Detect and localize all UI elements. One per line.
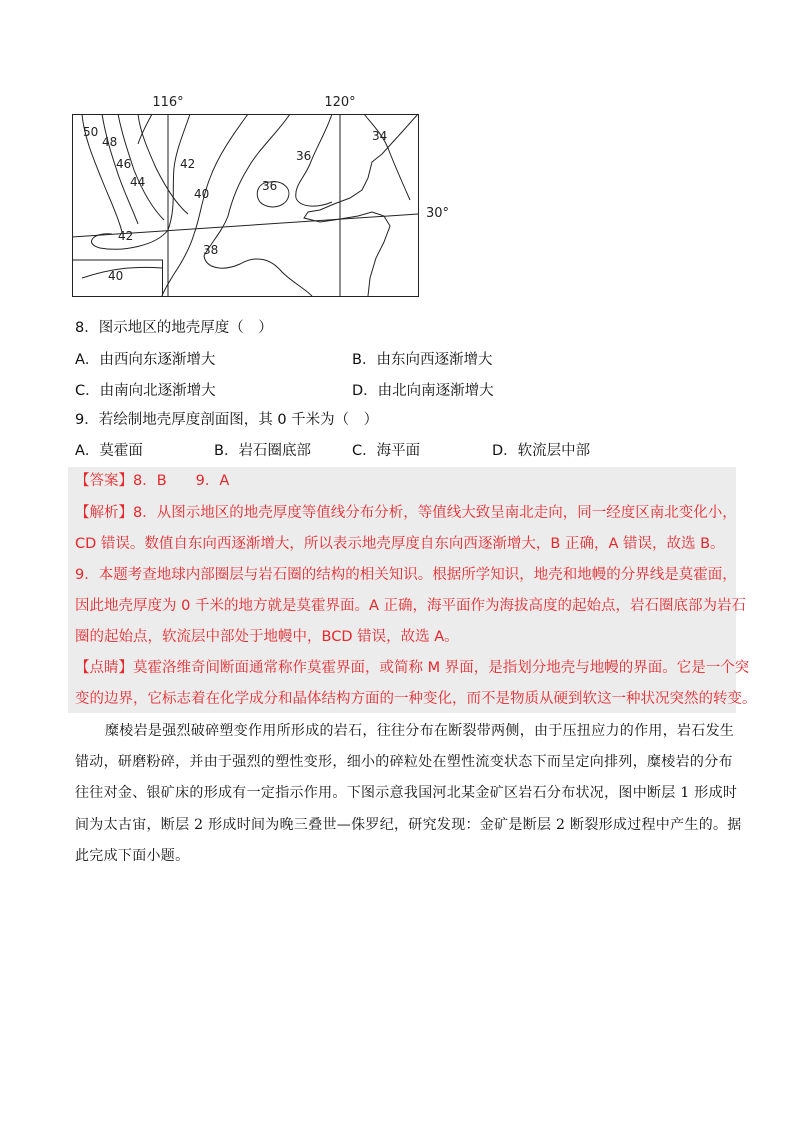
contour-40 [162, 114, 248, 296]
q9-option-c: C．海平面 [352, 443, 421, 459]
answer-tag: 【答案】 [75, 473, 133, 489]
contour-label: 48 [102, 135, 118, 149]
analysis-line-2: CD 错误。数值自东向西逐渐增大，所以表示地壳厚度自东向西逐渐增大，B 正确，A 错误，故选 B。 [75, 536, 725, 552]
point-tag: 【点睛】 [75, 660, 133, 676]
passage-line-3: 往往对金、银矿床的形成有一定指示作用。下图示意我国河北某金矿区岩石分布状况，图中断层 1 形成时 [75, 785, 738, 801]
passage-line-1: 糜棱岩是强烈破碎塑变作用所形成的岩石，往往分布在断裂带两侧，由于压扭应力的作用，岩石发生 [105, 723, 735, 739]
analysis-line-1 [75, 503, 737, 523]
q9-option-b: B．岩石圈底部 [214, 443, 311, 459]
contour-38 [204, 114, 312, 296]
point-text-1: 莫霍洛维奇间断面通常称作莫霍界面，或简称 M 界面，是指划分地壳与地幔的界面。它是一个突 [133, 660, 750, 676]
contour-extra [138, 114, 152, 144]
q9-option-d: D．软流层中部 [492, 443, 591, 459]
q8-option-d: D．由北向南逐渐增大 [352, 383, 494, 399]
contour-label: 34 [372, 129, 388, 143]
contour-label: 42 [118, 229, 134, 243]
analysis-tag: 【解析】 [75, 505, 133, 521]
contour-map-figure [72, 92, 450, 300]
contour-label: 40 [194, 187, 210, 201]
passage-line-4: 间为太古宙，断层 2 形成时间为晚三叠世—侏罗纪，研究发现：金矿是断层 2 断裂形成过程中产生的。据 [75, 817, 742, 833]
crust-thickness-map [72, 92, 450, 300]
passage-line-5: 此完成下面小题。 [75, 848, 190, 864]
contour-label: 38 [203, 243, 219, 257]
point-line-2: 变的边界，它标志着在化学成分和晶体结构方面的一种变化，而不是物质从硬到软这一种状况突然的转变。 [75, 691, 757, 707]
analysis-text-1: 8．从图示地区的地壳厚度等值线分布分析，等值线大致呈南北走向，同一经度区南北变化小， [133, 505, 737, 521]
map-frame [73, 115, 419, 297]
contour-label: 44 [130, 175, 146, 189]
analysis-line-3: 9．本题考查地球内部圈层与岩石圈的结构的相关知识。根据所学知识，地壳和地幔的分界线是莫霍面， [75, 567, 737, 583]
lat-label-30: 30° [426, 206, 450, 221]
analysis-line-4: 因此地壳厚度为 0 千米的地方就是莫霍界面。A 正确，海平面作为海拔高度的起始点，岩石圈底部为岩石 [75, 598, 746, 614]
passage-line-2: 错动，研磨粉碎，并由于强烈的塑性变形，细小的碎粒处在塑性流变状态下而呈定向排列，糜棱岩的分布 [75, 754, 733, 770]
lon-label-120: 120° [324, 95, 356, 110]
answer-line [75, 471, 229, 491]
lon-label-116: 116° [152, 95, 184, 110]
answer-text: 8．B 9．A [133, 473, 230, 489]
contour-label: 50 [83, 125, 99, 139]
contour-label: 36 [262, 179, 278, 193]
q8-option-a: A．由西向东逐渐增大 [75, 352, 216, 368]
contour-label: 40 [108, 269, 124, 283]
q8-option-b: B．由东向西逐渐增大 [352, 352, 493, 368]
contour-label: 46 [116, 157, 132, 171]
analysis-line-5: 圈的起始点，软流层中部处于地幔中，BCD 错误，故选 A。 [75, 629, 459, 645]
q8-stem: 8．图示地区的地壳厚度（ ） [75, 320, 273, 336]
contour-label: 42 [180, 157, 196, 171]
q8-option-c: C．由南向北逐渐增大 [75, 383, 216, 399]
q9-stem: 9．若绘制地壳厚度剖面图，其 0 千米为（ ） [75, 412, 379, 428]
point-line-1 [75, 658, 749, 678]
contour-label: 36 [296, 149, 312, 163]
q9-option-a: A．莫霍面 [75, 443, 143, 459]
contour-34 [364, 114, 410, 200]
